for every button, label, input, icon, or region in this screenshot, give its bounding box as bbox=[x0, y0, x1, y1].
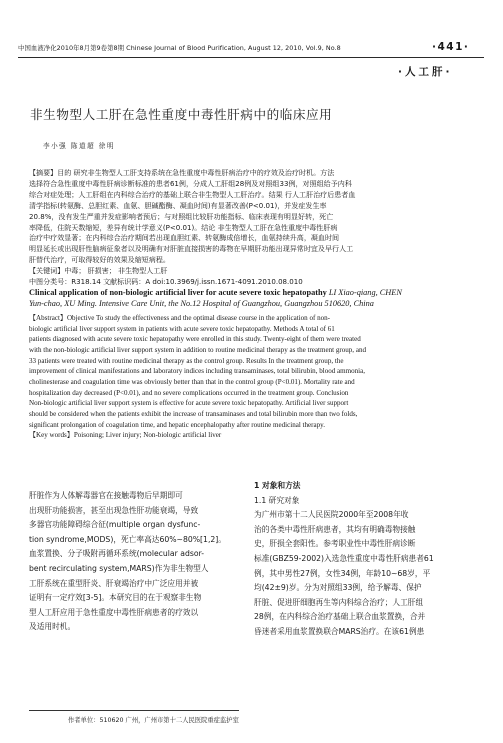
english-keywords-line: 【Key words】Poisoning; Liver injury; Non-biologic artificial liver bbox=[29, 431, 222, 440]
body-line: 肝脏作为人体解毒器官在接触毒物后早期即可 bbox=[29, 491, 183, 500]
section-tag: ·人工肝· bbox=[398, 66, 453, 78]
english-abstract-line: 33 patients were treated with routine medicinal therapy as the control group. Results In the treatment group, the bbox=[29, 356, 344, 365]
chinese-abstract bbox=[29, 168, 481, 288]
body-line: 标准(GBZ59-2002)入选急性重度中毒性肝病患者61 bbox=[254, 553, 434, 563]
english-abstract-line: hospitalization day decreased (P<0.01), and no severe complications occurred in the treatment group. Conclusion bbox=[29, 388, 349, 397]
authors: 李小强 陈道超 徐明 bbox=[43, 142, 115, 150]
abstract-line: 清学指标(转氨酶、总胆红素、血氨、胆碱酯酶、凝血时间)有显著改善(P<0.01)，并发症发生率 bbox=[29, 200, 327, 210]
english-abstract-line: cholinesterase and coagulation time was obviously better than that in the control group (P<0.01). Mortality rate and bbox=[29, 377, 355, 386]
body-left-column bbox=[29, 489, 243, 635]
body-line: 肝脏、促进肝细胞再生等内科综合治疗；人工肝组 bbox=[254, 597, 424, 607]
english-abstract-line: improvement of clinical manifestations and laboratory indices including transaminases, total bilirubin, blood ammonia, bbox=[29, 367, 366, 376]
body-line: tion syndrome,MODS)，死亡率高达60%~80%[1,2]。 bbox=[29, 534, 226, 544]
body-line: 及适用时机。 bbox=[29, 622, 76, 632]
abstract-line: 率降低，住院天数缩短，差异有统计学意义(P<0.01)。结论 非生物型人工肝在急性重度中毒性肝病 bbox=[29, 222, 338, 232]
body-line: 史，肝损全套阳性。参考职业性中毒性肝病诊断 bbox=[254, 539, 416, 549]
header-rule bbox=[18, 57, 484, 58]
author-affiliation-footnote: 作者单位：510620 广州，广州市第十二人民医院重症监护室 bbox=[68, 717, 239, 724]
abstract-line: 【摘要】目的 研究非生物型人工肝支持系统在急性重度中毒性肝病治疗中的疗效及治疗时机。方法 bbox=[29, 168, 335, 177]
body-line: 出现肝功能损害，甚至出现急性肝功能衰竭，导致 bbox=[29, 505, 199, 515]
body-line: 血浆置换、分子吸附再循环系统(molecular adsor- bbox=[29, 549, 204, 559]
classification-line: 中图分类号：R318.14 文献标识码：A doi:10.3969/j.issn.1671-4091.2010.08.010 bbox=[29, 277, 303, 287]
body-line: 均(42±9)岁。分为对照组33例，给予解毒、保护 bbox=[254, 583, 422, 593]
body-right-column bbox=[254, 479, 486, 640]
english-title-line-2: Yun-chao, XU Ming. Intensive Care Unit, the No.12 Hospital of Guangzhou, Guangzhou 510620, China bbox=[29, 298, 374, 308]
english-abstract-line: 【Abstract】Objective To study the effectiveness and the optimal disease course in the application of non- bbox=[29, 314, 331, 322]
abstract-line: 20.8%，没有发生严重并发症影响者预后；与对照组比较肝功能指标、临床表现有明显好转，死亡 bbox=[29, 211, 334, 221]
journal-header: 中国血液净化2010年8月第9卷第8期 Chinese Journal of Blood Purification, August 12, 2010, Vol.9, No.8 bbox=[18, 44, 341, 52]
body-line: 为广州市第十二人民医院2000年至2008年收 bbox=[254, 510, 409, 520]
page-number: ·441· bbox=[432, 41, 470, 53]
body-line: 例，其中男性27例，女性34例，年龄10~68岁，平 bbox=[254, 568, 431, 578]
footnote-rule bbox=[29, 710, 239, 711]
body-line: 证明有一定疗效[3-5]。本研究目的在于观察非生物 bbox=[29, 593, 202, 603]
english-abstract-line: significant prolongation of coagulation time, and hepatic encephalopathy after routine medicinal therapy. bbox=[29, 420, 325, 429]
english-abstract bbox=[29, 313, 485, 441]
keywords-line: 【关键词】中毒； 肝损害； 非生物型人工肝 bbox=[29, 266, 168, 276]
abstract-line: 明显延长或出现肝性脑病征象者以及明确有对肝脏直接损害的毒物在早期肝功能出现异常时宜及早行人工 bbox=[29, 244, 354, 254]
section-heading: 1 对象和方法 bbox=[254, 481, 301, 490]
body-line: 28例，在内科综合治疗基础上联合血浆置换，合并 bbox=[254, 612, 426, 622]
english-title-line-1: Clinical application of non-biologic artificial liver for acute severe toxic hepatopathy LI Xiao-qiang, CHEN bbox=[29, 288, 402, 297]
body-line: 多器官功能障碍综合征(multiple organ dysfunc- bbox=[29, 520, 201, 530]
english-title bbox=[29, 288, 489, 309]
english-abstract-line: with the non-biologic artificial liver support system in addition to routine medicinal therapy as the treatment group, and bbox=[29, 345, 366, 354]
english-abstract-line: patients diagnosed with acute severe toxic hepatopathy were enrolled in this study. Twenty-eight of them were treated bbox=[29, 335, 361, 344]
english-abstract-line: Non-biologic artificial liver support system is effective for acute severe toxic hepatopathy. Artificial liver support bbox=[29, 399, 349, 408]
abstract-line: 选择符合急性重度中毒性肝病诊断标准的患者61例，分成人工肝组28例及对照组33例，对照组给予内科 bbox=[29, 178, 352, 188]
body-line: 昏迷者采用血浆置换联合MARS治疗。在该61例患 bbox=[254, 626, 425, 636]
abstract-line: 肝替代治疗，可取得较好的效果及缩短病程。 bbox=[29, 255, 170, 265]
english-abstract-line: biologic artificial liver support system in patients with acute severe toxic hepatopathy. Methods A total of 61 bbox=[29, 324, 335, 333]
body-line: 治的各类中毒性肝病患者，其均有明确毒物接触 bbox=[254, 524, 416, 534]
article-title: 非生物型人工肝在急性重度中毒性肝病中的临床应用 bbox=[30, 107, 333, 122]
body-line: 型人工肝应用于急性重度中毒性肝病患者的疗效以 bbox=[29, 607, 199, 617]
subsection-heading: 1.1 研究对象 bbox=[254, 495, 300, 505]
abstract-line: 治疗中疗效显著；在内科综合治疗期间若出现血胆红素、转氨酶成倍增长，血氨持续升高，凝血时间 bbox=[29, 233, 340, 243]
abstract-line: 综合对症处理；人工肝组在内科综合治疗的基础上联合非生物型人工肝治疗。结果 行人工肝治疗后患者血 bbox=[29, 189, 356, 199]
body-line: 工肝系统在重型肝炎、肝衰竭治疗中广泛应用并被 bbox=[29, 578, 199, 588]
body-line: bent recirculating system,MARS)作为非生物型人 bbox=[29, 563, 209, 573]
english-abstract-line: should be considered when the patients exhibit the increase of transaminases and total bilirubin more than two folds, bbox=[29, 409, 358, 418]
